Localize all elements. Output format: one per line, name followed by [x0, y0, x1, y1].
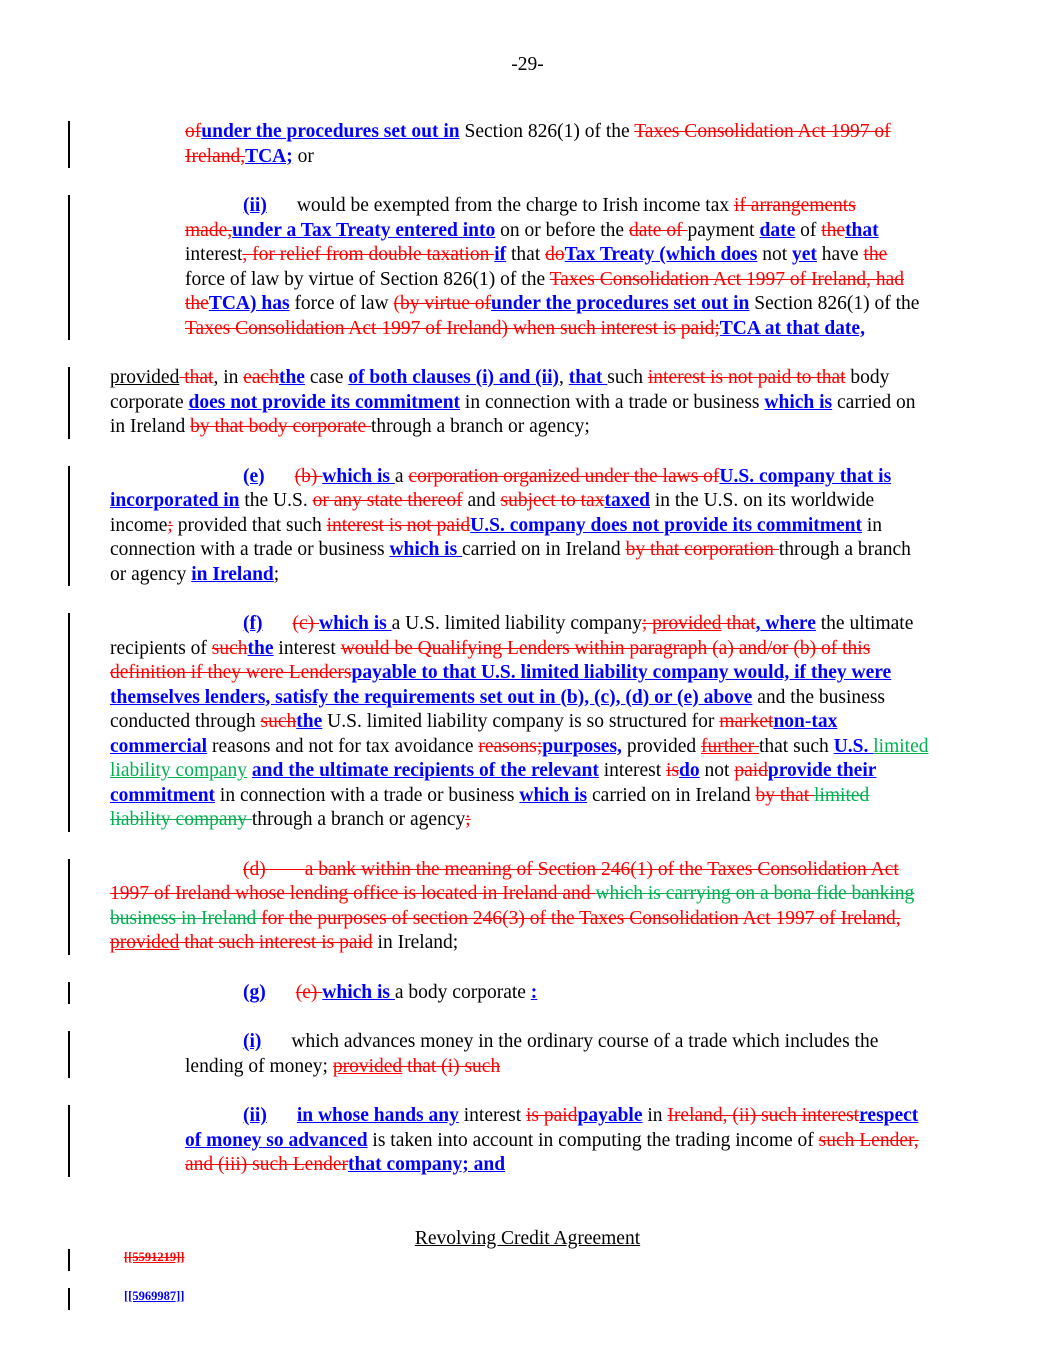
- text-run-plain: or: [292, 145, 314, 167]
- text-run-ins: TCA at that date,: [719, 317, 865, 339]
- text-run-ins: the: [247, 637, 274, 659]
- text-run-ins: which is: [389, 539, 463, 560]
- text-run-del: reasons;: [478, 735, 543, 757]
- text-run-plain: force of law: [289, 293, 394, 314]
- text-run-del-g: limited liability company: [110, 784, 870, 830]
- change-bar: [68, 1249, 70, 1271]
- text-run-ins: purposes,: [542, 735, 622, 757]
- text-run-plain: that such: [758, 735, 834, 757]
- text-run-ins: which is: [322, 465, 395, 487]
- text-run-plain: in connection with a trade or business: [215, 784, 520, 806]
- text-run-del: that (i) such: [402, 1055, 501, 1077]
- text-run-del: , for relief from double taxation: [242, 244, 495, 265]
- text-run-ins: (g): [243, 981, 266, 1003]
- text-run-plain: through a branch or agency: [251, 809, 466, 830]
- text-run-del: interest is not paid to that: [647, 367, 846, 388]
- text-run-ins: , where: [755, 613, 816, 634]
- text-run-del: Ireland, (ii) such interest: [667, 1105, 860, 1126]
- text-run-ins: (e): [243, 465, 265, 487]
- text-run-plain: body corporate: [110, 367, 890, 413]
- text-run-del: paid: [734, 760, 768, 781]
- text-run-del: that: [721, 613, 756, 634]
- text-run-del: ;: [465, 809, 471, 830]
- text-run-ins: provide their commitment: [110, 760, 877, 806]
- doc-id-deleted: [[5591219]]: [124, 1250, 185, 1264]
- text-run-ins: the: [278, 367, 305, 388]
- text-run-ins: (f): [243, 613, 263, 634]
- clause-e-us-company: [110, 465, 932, 588]
- proviso-body-corporate: [110, 366, 932, 440]
- text-run-del: ;: [641, 613, 653, 634]
- text-run-del: of: [185, 121, 202, 142]
- clause-g-body-corporate: [110, 981, 932, 1006]
- text-run-plain: in connection with a trade or business: [460, 391, 765, 413]
- text-run-ins: that company; and: [347, 1154, 506, 1175]
- change-bar: [68, 1288, 70, 1310]
- text-run-ins: under the procedures set out in: [201, 121, 460, 142]
- text-run-plain: of: [795, 219, 822, 241]
- text-run-ins: do: [679, 760, 700, 781]
- text-run-ins: respect of money so advanced: [185, 1105, 919, 1151]
- text-run-ins: that: [845, 219, 879, 241]
- text-run-ins: under a Tax Treaty entered into: [232, 219, 496, 241]
- text-run-del: is paid: [526, 1105, 578, 1126]
- text-run-plain: interest: [185, 244, 243, 265]
- text-run-ins: which is: [322, 981, 395, 1003]
- clause-d-deleted-bank: [110, 858, 932, 956]
- text-run-del: each: [243, 367, 279, 388]
- text-run-del: by that body corporate: [190, 416, 372, 437]
- text-run-plain: and the business conducted through: [110, 686, 886, 732]
- text-run-del: such Lender, and (iii) such Lender: [185, 1129, 919, 1175]
- text-run-del: subject to tax: [500, 490, 605, 511]
- text-run-plain: carried on in Ireland: [462, 539, 626, 560]
- text-run-ins: payable: [577, 1105, 643, 1126]
- text-run-ins: :: [530, 981, 538, 1003]
- text-run-ins: which is: [764, 391, 833, 413]
- text-run-plain: reasons and not for tax avoidance: [207, 735, 479, 757]
- text-run-del: is: [666, 760, 680, 781]
- text-run-del: Taxes Consolidation Act 1997 of Ireland,: [185, 121, 891, 167]
- text-run-ins: yet: [791, 244, 817, 265]
- text-run-ins: does not provide its commitment: [188, 391, 461, 413]
- text-run-del: (b): [294, 465, 323, 487]
- text-run-del-u: provided: [332, 1055, 403, 1077]
- text-run-ins: that: [568, 367, 608, 388]
- text-run-plain: is taken into account in computing the trading income of: [367, 1129, 819, 1151]
- text-run-plain: , in: [213, 367, 244, 388]
- text-run-ins: which is: [519, 784, 588, 806]
- text-run-plain: a: [394, 465, 409, 487]
- text-run-del: market: [719, 711, 774, 732]
- text-run-del: if arrangements made,: [185, 195, 856, 241]
- text-run-ins: U.S. company that is incorporated in: [110, 465, 892, 511]
- text-run-del: [266, 859, 305, 880]
- text-run-plain: have: [816, 244, 864, 265]
- text-run-ins: and the ultimate recipients of the relevant: [251, 760, 599, 781]
- text-run-del: that: [179, 367, 214, 388]
- text-run-ins: in whose hands any: [296, 1105, 459, 1126]
- text-run-del: such: [260, 711, 297, 732]
- text-run-plain: such: [607, 367, 648, 388]
- text-run-ins: (ii): [243, 195, 267, 216]
- text-run-del: date of: [628, 219, 688, 241]
- doc-id-inserted: [[5969987]]: [124, 1289, 185, 1303]
- text-run-plain: interest: [458, 1105, 527, 1126]
- text-run-ins: (ii): [243, 1105, 267, 1126]
- text-run-del: corporation organized under the laws of: [408, 465, 720, 487]
- text-run-del: by that: [755, 784, 815, 806]
- text-run-del: (d): [243, 858, 266, 880]
- text-run-del: would be Qualifying Lenders within paragraph (a) and/or (b) of this definition if they were Lenders: [110, 637, 871, 683]
- text-run-ins: U.S.: [833, 735, 874, 757]
- text-run-ins: under the procedures set out in: [491, 293, 750, 314]
- text-run-plain: provided that such: [172, 514, 327, 536]
- text-run-plain: ,: [559, 367, 569, 388]
- text-run-del: interest is not paid: [326, 514, 471, 536]
- text-run-del-u: provided: [652, 613, 722, 634]
- text-run-del: by that corporation: [625, 539, 779, 560]
- clause-g-ii-interest-payable: [185, 1104, 932, 1178]
- text-run-del-u: further: [701, 735, 759, 757]
- clause-g-i-advances-money: [185, 1030, 932, 1079]
- text-run-plain: through a branch or agency: [110, 539, 911, 585]
- page-number: -29-: [511, 54, 544, 75]
- text-run-del-u: provided: [110, 932, 180, 953]
- text-run-ins: U.S. company does not provide its commitment: [470, 514, 862, 536]
- clause-ii-tax-treaty: [185, 194, 932, 341]
- text-run-ins: Tax Treaty (which does: [564, 244, 758, 265]
- text-run-del: Taxes Consolidation Act 1997 of Ireland) when such interest is paid;: [185, 317, 720, 339]
- text-run-plain: in the U.S. on its worldwide income: [110, 490, 875, 536]
- text-run-plain: payment: [687, 219, 760, 241]
- text-run-ins-g: limited liability company: [110, 735, 929, 781]
- text-run-ins: the: [296, 711, 323, 732]
- text-run-plain: Section 826(1) of the: [749, 293, 920, 314]
- text-run-del: (c): [292, 613, 320, 634]
- text-run-plain: U.S. limited liability company is so structured for: [322, 711, 720, 732]
- text-run-ins: if: [494, 244, 507, 265]
- text-run-del: do: [545, 244, 565, 265]
- text-run-plain: provided: [621, 735, 702, 757]
- text-run-del: (e): [295, 981, 323, 1003]
- text-run-plain: in Ireland;: [372, 932, 459, 953]
- text-run-plain: Section 826(1) of the: [459, 121, 635, 142]
- text-run-plain: through a branch or agency;: [371, 416, 590, 437]
- text-run-plain: force of law by virtue of Section 826(1) of the: [185, 268, 550, 290]
- text-run-del: Taxes Consolidation Act 1997 of Ireland, had the: [185, 268, 905, 314]
- text-run-plain: in connection with a trade or business: [110, 514, 883, 560]
- text-run-plain: case: [304, 367, 349, 388]
- text-run-del: that such interest is paid: [179, 932, 373, 953]
- text-run-del: for the purposes of section 246(3) of the Taxes Consolidation Act 1997 of Ireland,: [261, 907, 901, 929]
- text-run-del: a bank within the meaning of Section 246(1) of the Taxes Consolidation Act 1997 of Ireland whose lending office is located in Ireland and: [110, 858, 899, 904]
- text-run-plain: carried on in Ireland: [587, 784, 756, 806]
- document-body: [110, 120, 932, 1203]
- text-run-del: such: [211, 637, 248, 659]
- clause-continuation-tca: [185, 120, 932, 169]
- text-run-plain: in: [642, 1105, 668, 1126]
- text-run-plain: not: [757, 244, 792, 265]
- text-run-plain-u: provided: [110, 367, 180, 388]
- text-run-del: ;: [167, 514, 173, 536]
- text-run-plain: not: [699, 760, 735, 781]
- text-run-ins: which is: [319, 613, 392, 634]
- text-run-plain: ;: [273, 563, 280, 585]
- text-run-plain: a body corporate: [394, 981, 531, 1003]
- text-run-ins: (i): [243, 1031, 262, 1052]
- text-run-ins: taxed: [604, 490, 650, 511]
- text-run-plain: interest: [273, 637, 341, 659]
- text-run-ins: TCA;: [245, 145, 293, 167]
- text-run-del-g: which is carrying on a bona fide banking business in Ireland: [110, 883, 915, 929]
- text-run-plain: would be exempted from the charge to Irish income tax: [296, 195, 734, 216]
- text-run-del: the: [863, 244, 888, 265]
- text-run-plain: on or before the: [495, 219, 629, 241]
- text-run-ins: in Ireland: [191, 563, 274, 585]
- text-run-ins: non-tax commercial: [110, 711, 838, 757]
- text-run-del: the: [821, 219, 846, 241]
- text-run-plain: carried on in Ireland: [110, 391, 916, 437]
- text-run-ins: payable to that U.S. limited liability company would, if they were themselves lenders, satisfy the requirements set out in (b), (c), (d) or (e) above: [110, 662, 892, 708]
- text-run-plain: the U.S.: [239, 490, 313, 511]
- text-run-del: or any state thereof: [312, 490, 463, 511]
- text-run-plain: a U.S. limited liability company: [391, 613, 642, 634]
- footer-document-title: Revolving Credit Agreement: [414, 1228, 641, 1249]
- text-run-plain: interest: [598, 760, 667, 781]
- text-run-plain: and: [462, 490, 501, 511]
- clause-f-llc: [110, 612, 932, 833]
- text-run-plain: that: [506, 244, 546, 265]
- text-run-plain: which advances money in the ordinary course of a trade which includes the lending of money;: [185, 1031, 879, 1077]
- text-run-ins: TCA) has: [208, 293, 290, 314]
- text-run-plain: the ultimate recipients of: [110, 613, 914, 659]
- text-run-del: (by virtue of: [393, 293, 491, 314]
- text-run-ins: of both clauses (i) and (ii): [348, 367, 560, 388]
- text-run-ins: date: [759, 219, 796, 241]
